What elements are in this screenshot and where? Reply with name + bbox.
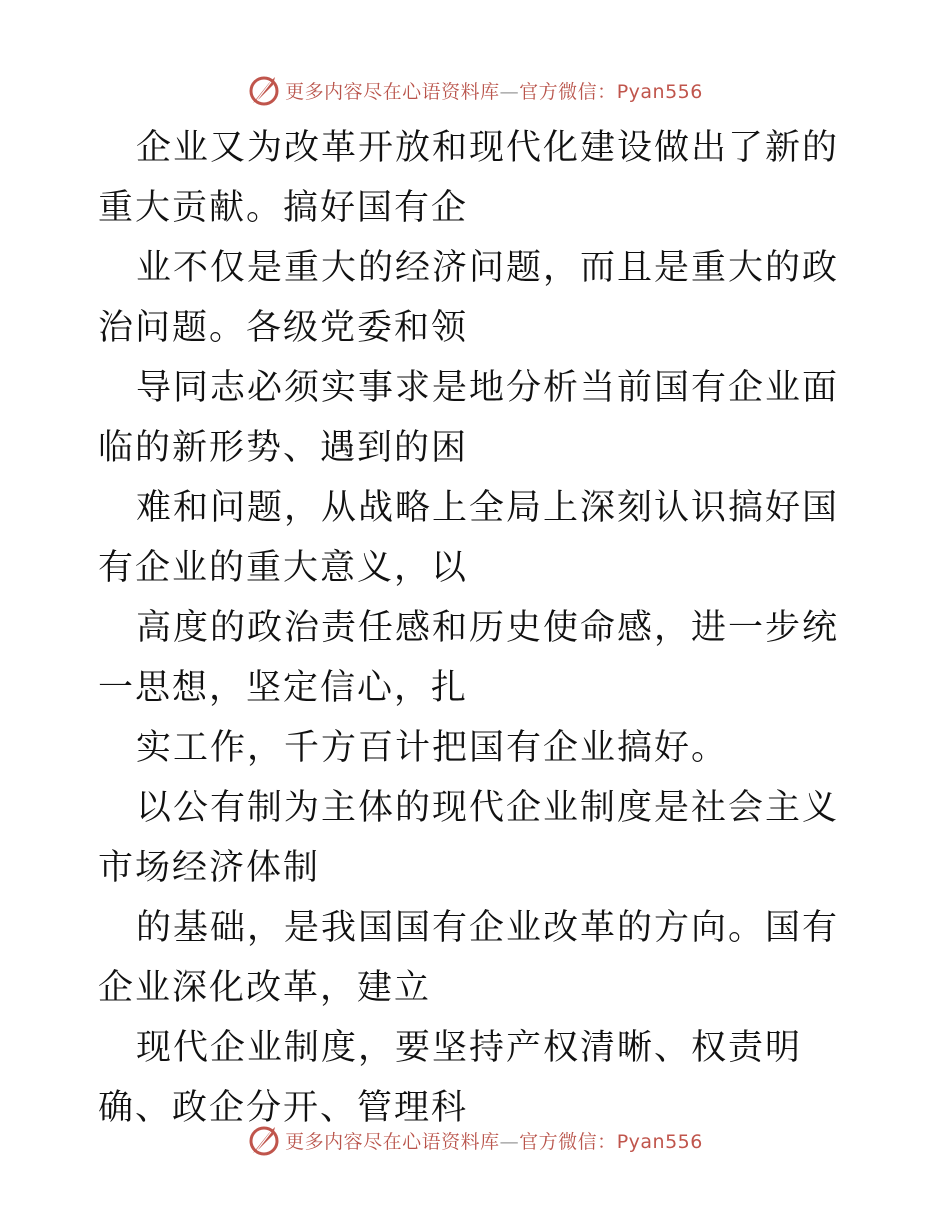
body-line-5: 高度的政治责任感和历史使命感，进一步统一思想，坚定信心，扎 (98, 608, 840, 708)
footer-banner (0, 1120, 950, 1160)
header-label: 官方微信： (519, 80, 617, 103)
body-line-3: 导同志必须实事求是地分析当前国有企业面临的新形势、遇到的困 (98, 368, 840, 468)
body-line-2: 业不仅是重大的经济问题，而且是重大的政治问题。各级党委和领 (98, 248, 840, 348)
footer-site-text: 更多内容尽在心语资料库 (285, 1130, 500, 1153)
body-line-6: 实工作，千方百计把国有企业搞好。 (136, 728, 729, 768)
body-line-9: 现代企业制度，要坚持产权清晰、权责明确、政企分开、管理科 (98, 1028, 803, 1128)
footer-banner-text (285, 1127, 703, 1154)
body-line-4: 难和问题，从战略上全局上深刻认识搞好国有企业的重大意义，以 (98, 488, 840, 588)
body-line-7: 以公有制为主体的现代企业制度是社会主义市场经济体制 (98, 788, 840, 888)
footer-label: 官方微信： (519, 1130, 617, 1153)
body-line-1: 企业又为改革开放和现代化建设做出了新的重大贡献。搞好国有企 (98, 128, 840, 228)
header-handle: Pyan556 (616, 80, 703, 103)
header-banner (0, 70, 950, 110)
quill-pen-circle-icon (247, 73, 281, 107)
footer-handle: Pyan556 (616, 1130, 703, 1153)
header-banner-text (285, 77, 703, 104)
header-site-text: 更多内容尽在心语资料库 (285, 80, 500, 103)
body-line-8: 的基础，是我国国有企业改革的方向。国有企业深化改革，建立 (98, 908, 840, 1008)
quill-pen-circle-icon (247, 1123, 281, 1157)
document-body (98, 118, 858, 1138)
header-dash: — (499, 80, 520, 103)
footer-dash: — (499, 1130, 520, 1153)
